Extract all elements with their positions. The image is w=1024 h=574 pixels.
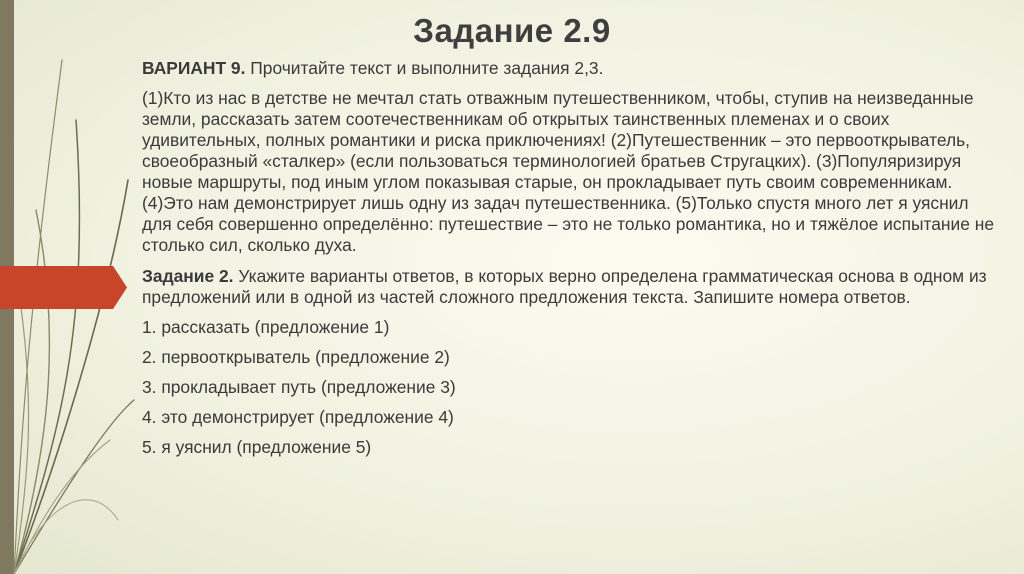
answer-option-4: 4. это демонстрирует (предложение 4) [142,407,454,427]
slide-content [142,58,1002,467]
variant-instruction: Прочитайте текст и выполните задания 2,3. [245,58,604,78]
task-line [142,266,1002,308]
task-label: Задание 2. [142,266,234,286]
variant-label: ВАРИАНТ 9. [142,58,246,78]
answer-option-5: 5. я уяснил (предложение 5) [142,437,372,457]
answer-option-3: 3. прокладывает путь (предложение 3) [142,377,456,397]
variant-line [142,58,1002,79]
answer-option-2: 2. первооткрыватель (предложение 2) [142,347,450,367]
red-accent-tab [0,266,127,309]
slide-title: Задание 2.9 [413,12,611,49]
answer-option-1: 1. рассказать (предложение 1) [142,317,390,337]
reading-text: (1)Кто из нас в детстве не мечтал стать отважным путешественником, чтобы, ступив на неизведанные земли, рассказать затем соотечественникам об открытых таинственных племенах и о своих удивительных, полных романтики и риска приключениях! (2)Путешественник – это первооткрыватель, своеобразный «сталкер» (если пользоваться терминологией братьев Стругацких). (3)Популяризируя новые маршруты, под иным углом показывая старые, он прокладывает путь своим современникам. (4)Это нам демонстрирует лишь одну из задач путешественника. (5)Только спустя много лет я уяснил для себя совершенно определённо: путешествие – это не только романтика, но и тяжёлое испытание не столько сил, сколько духа. [142,88,995,255]
task-text: Укажите варианты ответов, в которых верно определена грамматическая основа в одном из предложений или в одной из частей сложного предложения текста. Запишите номера ответов. [142,266,987,307]
